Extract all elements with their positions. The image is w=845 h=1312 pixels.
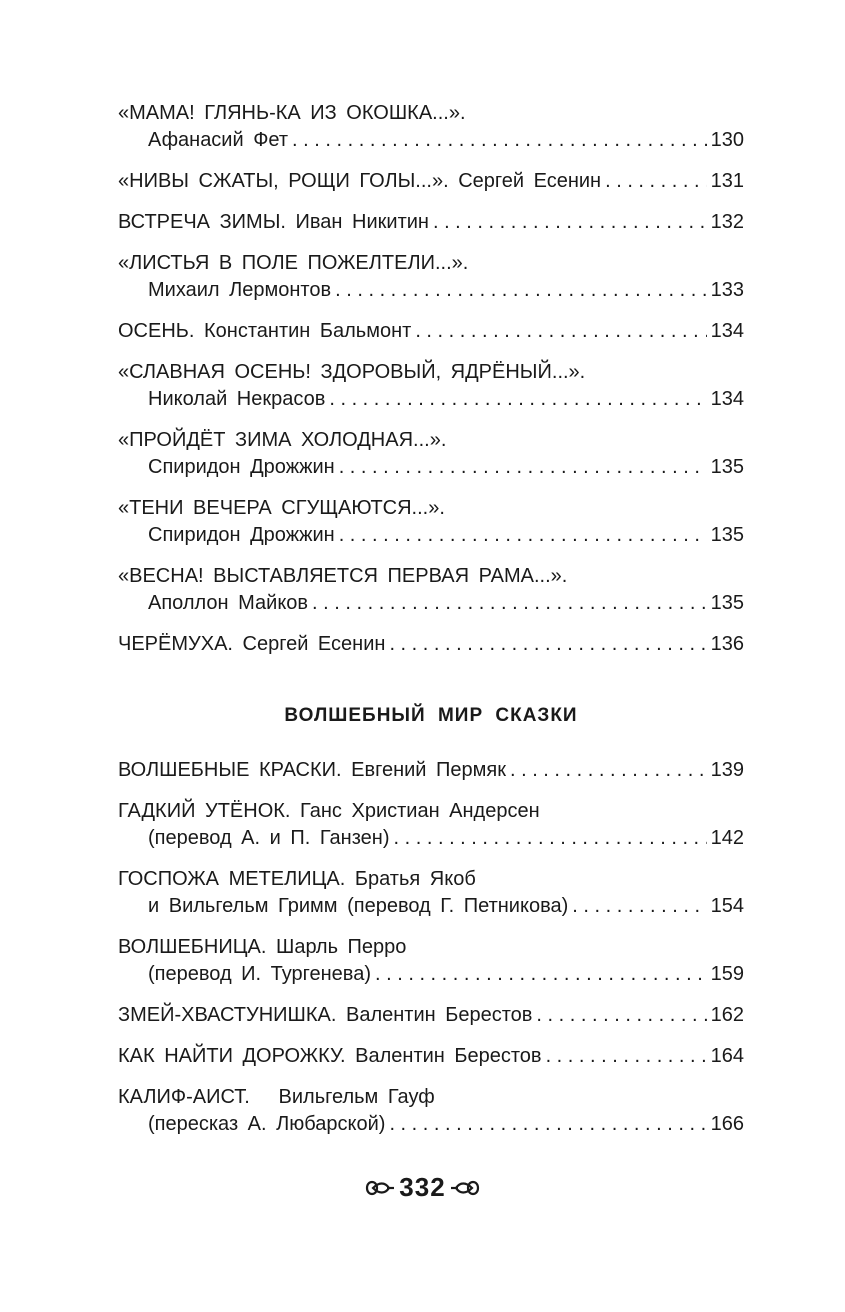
entry-title: ВСТРЕЧА ЗИМЫ. <box>118 211 286 233</box>
toc-entry <box>118 1084 744 1138</box>
dot-leader <box>394 825 707 852</box>
entry-title: «ВЕСНА! ВЫСТАВЛЯЕТСЯ ПЕРВАЯ РАМА...». <box>118 565 568 587</box>
entry-author: Афанасий Фет <box>148 129 289 151</box>
entry-title: ГАДКИЙ УТЁНОК. <box>118 800 291 822</box>
dot-leader <box>510 757 707 784</box>
entry-title: ВОЛШЕБНЫЕ КРАСКИ. <box>118 759 342 781</box>
entry-author: Иван Никитин <box>295 211 429 233</box>
entry-title: «ТЕНИ ВЕЧЕРА СГУЩАЮТСЯ...». <box>118 497 445 519</box>
dot-leader <box>389 631 706 658</box>
left-ornament-icon <box>365 1177 395 1199</box>
entry-author: Михаил Лермонтов <box>148 279 332 301</box>
dot-leader <box>572 893 706 920</box>
toc-entry <box>118 318 744 345</box>
dot-leader <box>312 590 707 617</box>
entry-author-continued: (перевод И. Тургенева) <box>148 963 371 985</box>
entry-author: Валентин Берестов <box>355 1045 542 1067</box>
entry-title: ЗМЕЙ-ХВАСТУНИШКА. <box>118 1004 337 1026</box>
entry-author: Ганс Христиан Андерсен <box>300 800 540 822</box>
entry-author: Спиридон Дрожжин <box>148 524 335 546</box>
entry-title: ВОЛШЕБНИЦА. <box>118 936 267 958</box>
entry-author: Вильгельм Гауф <box>278 1086 435 1108</box>
dot-leader <box>375 961 707 988</box>
entry-title: «НИВЫ СЖАТЫ, РОЩИ ГОЛЫ...». <box>118 170 449 192</box>
toc-entry <box>118 1043 744 1070</box>
entry-page: 154 <box>710 895 744 917</box>
entry-title: ЧЕРЁМУХА. <box>118 633 233 655</box>
toc-entry <box>118 359 744 413</box>
page-footer <box>0 1172 845 1203</box>
entry-page: 135 <box>710 592 744 614</box>
entry-page: 134 <box>710 320 744 342</box>
entry-page: 166 <box>710 1113 744 1135</box>
dot-leader <box>339 454 707 481</box>
entry-page: 159 <box>710 963 744 985</box>
entry-page: 134 <box>710 388 744 410</box>
toc-entry <box>118 798 744 852</box>
toc-entry <box>118 563 744 617</box>
entry-page: 139 <box>710 759 744 781</box>
entry-page: 164 <box>710 1045 744 1067</box>
dot-leader <box>292 127 707 154</box>
entry-title: КАЛИФ-АИСТ. <box>118 1086 250 1108</box>
entry-page: 135 <box>710 456 744 478</box>
entry-page: 162 <box>710 1004 744 1026</box>
dot-leader <box>329 386 706 413</box>
dot-leader <box>335 277 707 304</box>
entry-page: 131 <box>710 170 744 192</box>
entry-title: КАК НАЙТИ ДОРОЖКУ. <box>118 1045 346 1067</box>
entry-author: Николай Некрасов <box>148 388 326 410</box>
entry-author: Братья Якоб <box>354 868 476 890</box>
entry-page: 136 <box>710 633 744 655</box>
right-ornament-icon <box>450 1177 480 1199</box>
dot-leader <box>546 1043 707 1070</box>
toc-entry <box>118 757 744 784</box>
entry-author: Евгений Пермяк <box>351 759 506 781</box>
entry-author: Константин Бальмонт <box>204 320 412 342</box>
entry-page: 142 <box>710 827 744 849</box>
entry-page: 133 <box>710 279 744 301</box>
entry-author: Аполлон Майков <box>148 592 309 614</box>
entry-title: ГОСПОЖА МЕТЕЛИЦА. <box>118 868 346 890</box>
toc-entry <box>118 250 744 304</box>
entry-page: 135 <box>710 524 744 546</box>
entry-page: 130 <box>710 129 744 151</box>
toc-entry <box>118 209 744 236</box>
toc-entry <box>118 168 744 195</box>
entry-author-continued: и Вильгельм Гримм (перевод Г. Петникова) <box>148 895 569 917</box>
entry-author-continued: (пересказ А. Любарской) <box>148 1113 386 1135</box>
dot-leader <box>389 1111 706 1138</box>
dot-leader <box>415 318 706 345</box>
dot-leader <box>605 168 707 195</box>
page-number: 332 <box>399 1172 446 1202</box>
entry-author: Сергей Есенин <box>242 633 386 655</box>
toc-entry <box>118 631 744 658</box>
toc-entry <box>118 495 744 549</box>
dot-leader <box>339 522 707 549</box>
toc-entry <box>118 1002 744 1029</box>
toc-entry <box>118 427 744 481</box>
entry-title: «СЛАВНАЯ ОСЕНЬ! ЗДОРОВЫЙ, ЯДРЁНЫЙ...». <box>118 361 586 383</box>
entry-author-continued: (перевод А. и П. Ганзен) <box>148 827 390 849</box>
toc-entry <box>118 866 744 920</box>
toc-entry <box>118 934 744 988</box>
entry-title: «МАМА! ГЛЯНЬ-КА ИЗ ОКОШКА...». <box>118 102 466 124</box>
entry-author: Спиридон Дрожжин <box>148 456 335 478</box>
entry-title: «ЛИСТЬЯ В ПОЛЕ ПОЖЕЛТЕЛИ...». <box>118 252 469 274</box>
entry-title: ОСЕНЬ. <box>118 320 195 342</box>
dot-leader <box>433 209 707 236</box>
section-title: ВОЛШЕБНЫЙ МИР СКАЗКИ <box>284 705 578 726</box>
entry-page: 132 <box>710 211 744 233</box>
toc-entry <box>118 100 744 154</box>
entry-author: Шарль Перро <box>276 936 407 958</box>
entry-author: Сергей Есенин <box>458 170 602 192</box>
dot-leader <box>536 1002 706 1029</box>
table-of-contents <box>118 100 744 1152</box>
entry-title: «ПРОЙДЁТ ЗИМА ХОЛОДНАЯ...». <box>118 429 447 451</box>
entry-author: Валентин Берестов <box>346 1004 533 1026</box>
